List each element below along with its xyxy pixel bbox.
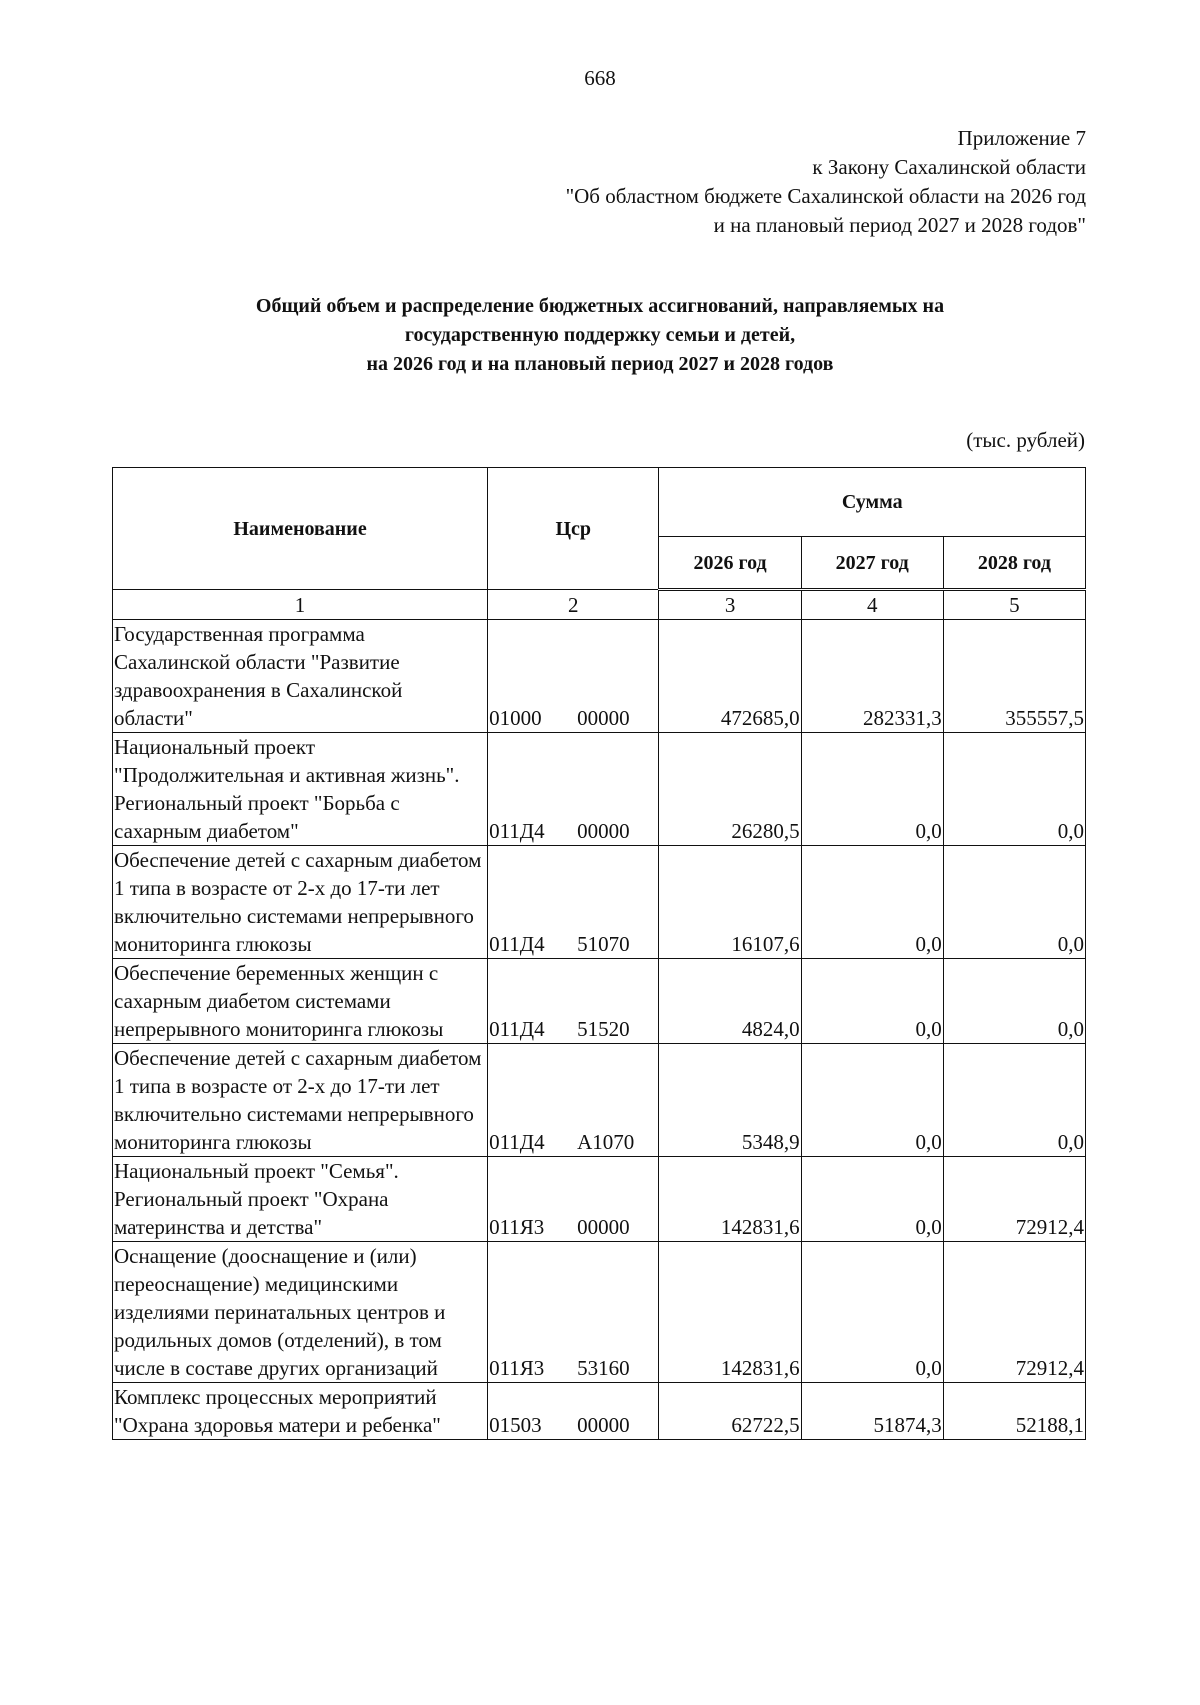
row-code-direction: 51520	[577, 1017, 630, 1041]
table-row	[113, 1383, 1086, 1440]
row-code-program: 011Д4	[489, 1017, 545, 1041]
row-amount-2028: 72912,4	[943, 1242, 1085, 1383]
row-code-direction: 00000	[577, 1413, 630, 1437]
column-number: 1	[113, 590, 488, 620]
row-name: Государственная программа Сахалинской области "Развитие здравоохранения в Сахалинской области"	[113, 620, 488, 733]
title-line: Общий объем и распределение бюджетных ассигнований, направляемых на	[255, 295, 945, 317]
column-number: 3	[659, 590, 801, 620]
row-name: Оснащение (дооснащение и (или) переоснащение) медицинскими изделиями перинатальных центров и родильных домов (отделений), в том числе в составе других организаций	[113, 1242, 488, 1383]
row-amount-2026: 16107,6	[659, 846, 801, 959]
appendix-reference	[566, 124, 1086, 240]
appendix-line: к Закону Сахалинской области	[812, 155, 1086, 179]
table-row	[113, 733, 1086, 846]
row-amount-2028: 0,0	[943, 846, 1085, 959]
row-name: Обеспечение детей с сахарным диабетом 1 типа в возрасте от 2-х до 17-ти лет включительно системами непрерывного мониторинга глюкозы	[113, 846, 488, 959]
row-amount-2026: 142831,6	[659, 1157, 801, 1242]
row-code	[488, 1383, 659, 1440]
row-code	[488, 1157, 659, 1242]
row-code	[488, 846, 659, 959]
budget-table	[112, 467, 1086, 1440]
row-amount-2027: 0,0	[801, 846, 943, 959]
row-code	[488, 959, 659, 1044]
table-row	[113, 1157, 1086, 1242]
row-code-program: 011Я3	[489, 1215, 545, 1239]
row-name: Обеспечение детей с сахарным диабетом 1 типа в возрасте от 2-х до 17-ти лет включительно системами непрерывного мониторинга глюкозы	[113, 1044, 488, 1157]
row-amount-2026: 4824,0	[659, 959, 801, 1044]
row-code-direction: 00000	[577, 706, 630, 730]
appendix-line: и на плановый период 2027 и 2028 годов"	[713, 213, 1086, 237]
row-code-program: 01000	[489, 706, 542, 730]
row-amount-2027: 0,0	[801, 1242, 943, 1383]
header-name: Наименование	[113, 468, 488, 590]
header-code: Цср	[488, 468, 659, 590]
row-amount-2028: 0,0	[943, 733, 1085, 846]
row-code-direction: 00000	[577, 819, 630, 843]
row-amount-2027: 0,0	[801, 1044, 943, 1157]
row-amount-2026: 5348,9	[659, 1044, 801, 1157]
row-amount-2027: 0,0	[801, 733, 943, 846]
row-amount-2027: 0,0	[801, 1157, 943, 1242]
header-year-2026: 2026 год	[659, 537, 801, 590]
appendix-line: Приложение 7	[957, 126, 1086, 150]
title-line: на 2026 год и на плановый период 2027 и 2028 годов	[366, 353, 834, 375]
row-code	[488, 1242, 659, 1383]
table-row	[113, 620, 1086, 733]
row-code	[488, 620, 659, 733]
row-amount-2028: 72912,4	[943, 1157, 1085, 1242]
row-code	[488, 1044, 659, 1157]
row-amount-2028: 0,0	[943, 959, 1085, 1044]
row-name: Национальный проект "Продолжительная и активная жизнь". Региональный проект "Борьба с сахарным диабетом"	[113, 733, 488, 846]
row-name: Комплекс процессных мероприятий "Охрана здоровья матери и ребенка"	[113, 1383, 488, 1440]
page-number: 668	[584, 66, 616, 90]
row-name: Обеспечение беременных женщин с сахарным диабетом системами непрерывного мониторинга глюкозы	[113, 959, 488, 1044]
row-name: Национальный проект "Семья". Региональный проект "Охрана материнства и детства"	[113, 1157, 488, 1242]
header-sum: Сумма	[659, 468, 1086, 537]
row-code-direction: 51070	[577, 932, 630, 956]
row-code-program: 01503	[489, 1413, 542, 1437]
table-header-row	[113, 468, 1086, 537]
row-amount-2026: 472685,0	[659, 620, 801, 733]
row-amount-2026: 62722,5	[659, 1383, 801, 1440]
column-number: 2	[488, 590, 659, 620]
table-row	[113, 846, 1086, 959]
row-amount-2026: 26280,5	[659, 733, 801, 846]
row-amount-2027: 0,0	[801, 959, 943, 1044]
title-line: государственную поддержку семьи и детей,	[404, 324, 796, 346]
column-number-row	[113, 590, 1086, 620]
column-number: 4	[801, 590, 943, 620]
row-code-program: 011Д4	[489, 932, 545, 956]
row-amount-2028: 52188,1	[943, 1383, 1085, 1440]
row-amount-2027: 282331,3	[801, 620, 943, 733]
row-code	[488, 733, 659, 846]
appendix-line: "Об областном бюджете Сахалинской области на 2026 год	[565, 184, 1086, 208]
row-amount-2027: 51874,3	[801, 1383, 943, 1440]
row-code-direction: 53160	[577, 1356, 630, 1380]
units-label: (тыс. рублей)	[966, 428, 1085, 452]
row-amount-2028: 355557,5	[943, 620, 1085, 733]
document-title	[0, 292, 1200, 379]
row-code-program: 011Д4	[489, 819, 545, 843]
header-year-2028: 2028 год	[943, 537, 1085, 590]
column-number: 5	[943, 590, 1085, 620]
row-code-program: 011Д4	[489, 1130, 545, 1154]
row-code-program: 011Я3	[489, 1356, 545, 1380]
header-year-2027: 2027 год	[801, 537, 943, 590]
table-row	[113, 959, 1086, 1044]
row-code-direction: А1070	[577, 1130, 635, 1154]
row-amount-2026: 142831,6	[659, 1242, 801, 1383]
table-row	[113, 1242, 1086, 1383]
table-row	[113, 1044, 1086, 1157]
row-code-direction: 00000	[577, 1215, 630, 1239]
row-amount-2028: 0,0	[943, 1044, 1085, 1157]
